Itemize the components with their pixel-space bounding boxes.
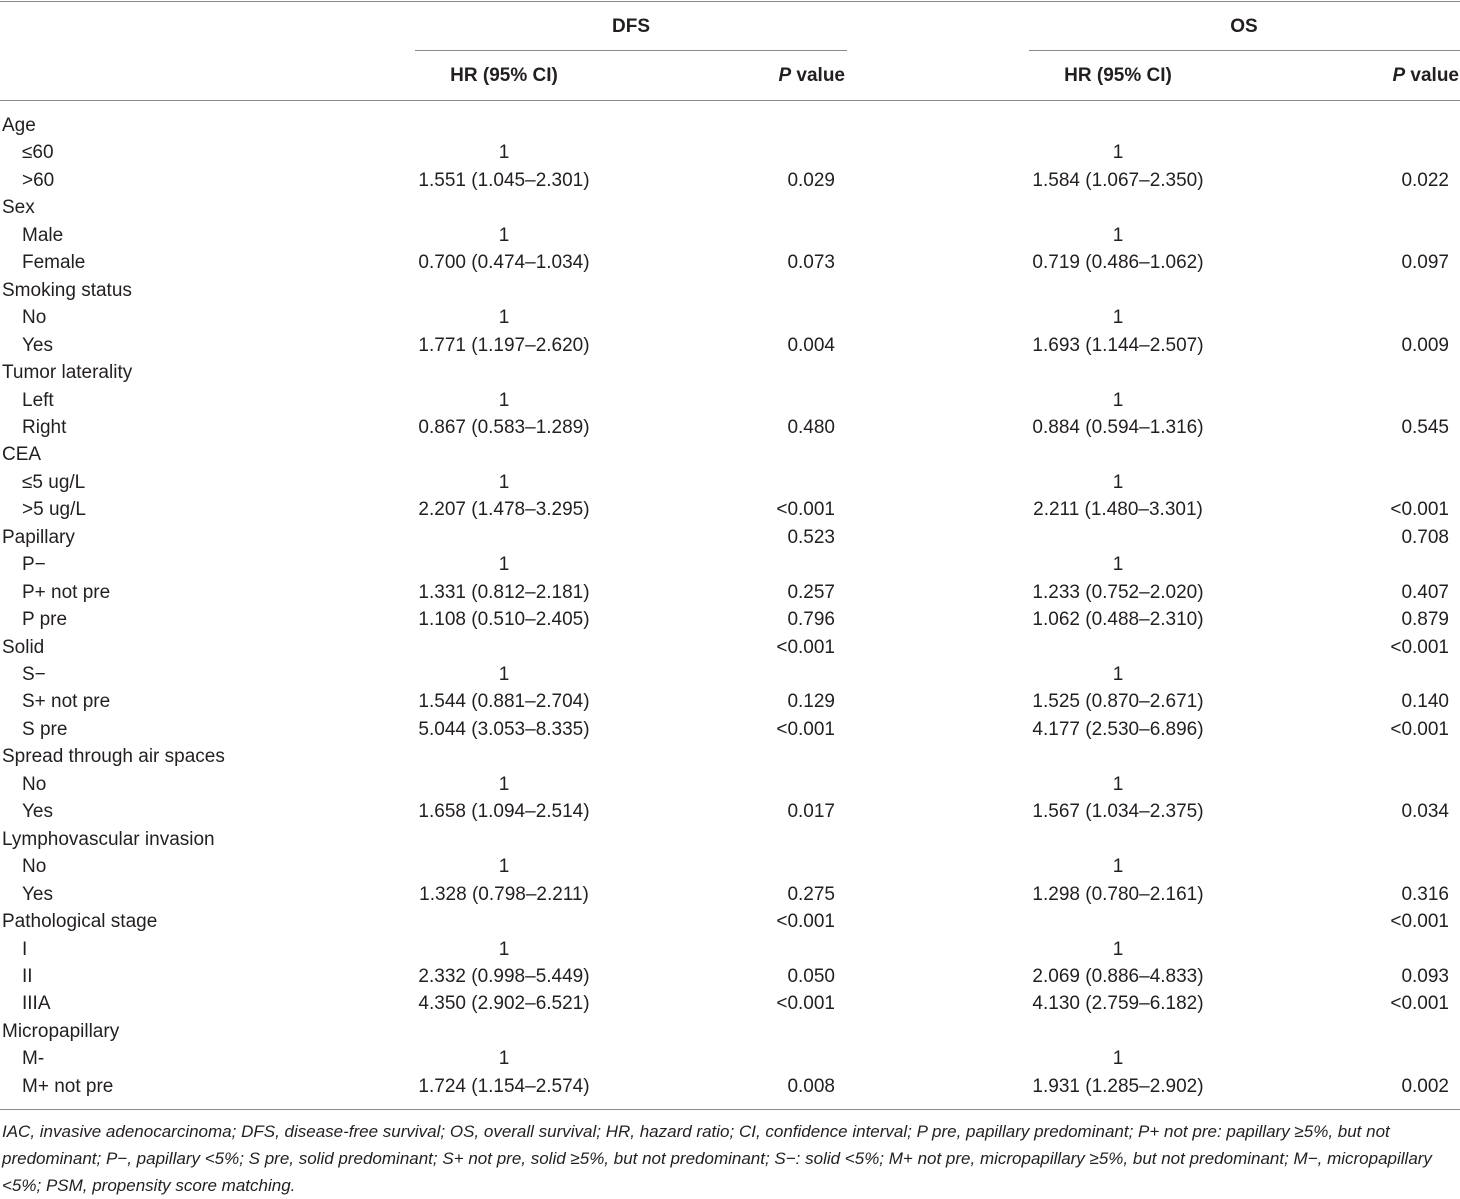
table-group-row	[0, 194, 1460, 221]
row-label: Tumor laterality	[2, 362, 133, 384]
os-hr-cell: 2.069 (0.886–4.833)	[1032, 965, 1204, 987]
row-label: S+ not pre	[22, 691, 111, 713]
dfs-p-cell: 0.257	[787, 581, 835, 603]
table-group-row	[0, 359, 1460, 386]
table-row	[0, 990, 1460, 1017]
row-label: P pre	[22, 609, 68, 631]
table-row	[0, 661, 1460, 688]
table-group-row	[0, 634, 1460, 661]
row-label: Smoking status	[2, 279, 132, 301]
row-label: P+ not pre	[22, 581, 111, 603]
row-label: I	[22, 938, 28, 960]
row-label: M+ not pre	[22, 1075, 114, 1097]
dfs-underline	[415, 50, 847, 51]
row-label: No	[22, 307, 47, 329]
os-hr-cell: 2.211 (1.480–3.301)	[1033, 499, 1203, 521]
table-row	[0, 414, 1460, 441]
os-p-cell: <0.001	[1390, 499, 1449, 521]
dfs-p-cell: 0.017	[787, 801, 835, 823]
table-group-row	[0, 1018, 1460, 1045]
row-label: Yes	[22, 801, 53, 823]
table-row	[0, 606, 1460, 633]
dfs-hr-cell: 1.328 (0.798–2.211)	[419, 883, 589, 905]
dfs-hr-cell: 1	[498, 142, 510, 164]
table-row	[0, 1045, 1460, 1072]
row-label: P−	[22, 554, 46, 576]
os-hr-cell: 0.719 (0.486–1.062)	[1032, 252, 1204, 274]
row-label: S−	[22, 664, 46, 685]
table-row	[0, 304, 1460, 331]
table-row	[0, 798, 1460, 825]
table-row	[0, 469, 1460, 496]
footnote: IAC, invasive adenocarcinoma; DFS, disease-free survival; OS, overall survival; HR, hazard ratio; CI, confidence interval; P pre, papillary predominant; P+ not pre: papillary ≥5%, but not predominant; P−, papillary <5%; S pre, solid predominant; S+ not pre, solid ≥5%, but not predominant; S−: solid <5%; M+ not pre, micropapillary ≥5%, but not predominant; M−, micropapillary <5%; PSM, propensity score matching.	[2, 1122, 1432, 1195]
table-group-row	[0, 112, 1460, 139]
table-row	[0, 249, 1460, 276]
table-group-row	[0, 908, 1460, 935]
os-hr-cell: 1	[1112, 307, 1124, 329]
row-label: Right	[22, 416, 67, 438]
os-hr-cell: 1.693 (1.144–2.507)	[1032, 334, 1204, 356]
dfs-p-cell: <0.001	[776, 993, 835, 1015]
table-group-row	[0, 277, 1460, 304]
row-label: Age	[2, 115, 36, 136]
table-row	[0, 579, 1460, 606]
dfs-hr-cell: 1	[498, 307, 510, 329]
dfs-hr-cell: 1	[498, 773, 510, 795]
os-p-cell: <0.001	[1390, 993, 1449, 1015]
os-p-cell: 0.407	[1401, 581, 1449, 603]
row-label: Male	[22, 224, 64, 246]
os-hr-cell: 1	[1112, 224, 1124, 246]
dfs-hr-cell: 0.867 (0.583–1.289)	[418, 416, 590, 438]
os-p-cell: 0.708	[1401, 526, 1449, 548]
row-label: II	[22, 965, 33, 987]
dfs-p-cell: <0.001	[776, 911, 835, 933]
os-p-cell: 0.009	[1401, 334, 1449, 356]
dfs-hr-cell: 0.700 (0.474–1.034)	[418, 252, 590, 274]
os-hr-cell: 1.298 (0.780–2.161)	[1032, 883, 1204, 905]
dfs-p-header	[778, 65, 845, 87]
dfs-p-cell: 0.029	[787, 169, 835, 191]
os-hr-cell: 1	[1112, 389, 1124, 411]
table-row	[0, 139, 1460, 166]
os-hr-cell: 1.525 (0.870–2.671)	[1032, 691, 1204, 713]
dfs-hr-cell: 1.551 (1.045–2.301)	[418, 169, 590, 191]
dfs-p-cell: 0.050	[787, 965, 835, 987]
dfs-p-cell: 0.008	[787, 1075, 835, 1097]
row-label: Spread through air spaces	[2, 746, 225, 768]
dfs-p-cell: 0.796	[787, 609, 835, 631]
os-hr-cell: 4.130 (2.759–6.182)	[1032, 993, 1204, 1015]
row-label: Pathological stage	[2, 911, 158, 933]
dfs-hr-cell: 2.207 (1.478–3.295)	[418, 499, 590, 521]
os-hr-cell: 1	[1112, 773, 1124, 795]
os-p-cell: <0.001	[1390, 636, 1449, 658]
dfs-p-cell: 0.004	[787, 334, 835, 356]
dfs-hr-header: HR (95% CI)	[450, 65, 558, 86]
table-row	[0, 881, 1460, 908]
os-header: OS	[1230, 16, 1258, 37]
os-hr-cell: 1.062 (0.488–2.310)	[1032, 609, 1204, 631]
os-p-cell: 0.097	[1401, 252, 1449, 274]
os-p-cell: 0.093	[1401, 965, 1449, 987]
row-label: M-	[22, 1048, 45, 1070]
dfs-p-cell: <0.001	[776, 636, 835, 658]
row-label: No	[22, 856, 47, 878]
dfs-hr-cell: 1	[498, 1048, 510, 1070]
os-hr-cell: 1	[1112, 142, 1124, 164]
os-p-cell: 0.034	[1401, 801, 1449, 823]
dfs-hr-cell: 2.332 (0.998–5.449)	[418, 965, 590, 987]
os-p-cell: <0.001	[1390, 718, 1449, 740]
dfs-hr-cell: 4.350 (2.902–6.521)	[418, 993, 590, 1015]
os-hr-header: HR (95% CI)	[1064, 65, 1172, 86]
os-hr-cell: 1	[1112, 664, 1124, 685]
row-label: Papillary	[2, 526, 75, 548]
row-label: >60	[22, 169, 55, 191]
dfs-hr-cell: 1	[498, 664, 510, 685]
os-p-cell: 0.140	[1401, 691, 1449, 713]
table-row	[0, 551, 1460, 578]
row-label: No	[22, 773, 47, 795]
dfs-header: DFS	[612, 16, 650, 37]
dfs-p-cell: 0.480	[787, 416, 835, 438]
dfs-hr-cell: 1.331 (0.812–2.181)	[418, 581, 590, 603]
table-group-row	[0, 826, 1460, 853]
row-label: ≤5 ug/L	[22, 471, 86, 493]
os-hr-cell: 1.584 (1.067–2.350)	[1032, 169, 1204, 191]
row-label: ≤60	[22, 142, 54, 164]
top-rule	[0, 1, 1460, 2]
os-p-cell: 0.879	[1401, 609, 1449, 631]
row-label: Solid	[2, 636, 45, 658]
os-hr-cell: 4.177 (2.530–6.896)	[1032, 718, 1204, 740]
dfs-p-cell: <0.001	[776, 499, 835, 521]
os-hr-cell: 1	[1112, 554, 1124, 576]
row-label: Lymphovascular invasion	[2, 828, 215, 850]
row-label: Yes	[22, 334, 53, 356]
row-label: CEA	[2, 444, 42, 466]
row-label: Female	[22, 252, 86, 274]
dfs-hr-cell: 1.658 (1.094–2.514)	[418, 801, 590, 823]
os-hr-cell: 1.233 (0.752–2.020)	[1032, 581, 1204, 603]
table-row	[0, 496, 1460, 523]
os-hr-cell: 1	[1112, 938, 1124, 960]
os-p-cell: <0.001	[1390, 911, 1449, 933]
p-value-text: value	[1405, 65, 1459, 86]
table-row	[0, 332, 1460, 359]
row-label: Left	[22, 389, 54, 411]
dfs-hr-cell: 1	[498, 856, 510, 878]
header-bottom-rule	[0, 100, 1460, 101]
row-label: Micropapillary	[2, 1020, 120, 1042]
os-hr-cell: 1	[1112, 856, 1124, 878]
row-label: Yes	[22, 883, 53, 905]
p-italic: P	[1392, 65, 1406, 86]
dfs-hr-cell: 1	[498, 389, 510, 411]
dfs-p-cell: 0.275	[787, 883, 835, 905]
table-group-row	[0, 441, 1460, 468]
os-hr-cell: 1	[1112, 471, 1124, 493]
row-label: >5 ug/L	[22, 499, 86, 521]
table-row	[0, 222, 1460, 249]
row-label: IIIA	[22, 993, 51, 1015]
dfs-hr-cell: 1.724 (1.154–2.574)	[418, 1075, 590, 1097]
dfs-hr-cell: 1.544 (0.881–2.704)	[418, 691, 590, 713]
dfs-hr-cell: 5.044 (3.053–8.335)	[418, 718, 590, 740]
table-row	[0, 688, 1460, 715]
table-row	[0, 936, 1460, 963]
dfs-hr-cell: 1.108 (0.510–2.405)	[418, 609, 590, 631]
os-hr-cell: 1	[1112, 1048, 1124, 1070]
table-row	[0, 853, 1460, 880]
dfs-p-cell: <0.001	[776, 718, 835, 740]
dfs-hr-cell: 1	[498, 938, 510, 960]
os-p-cell: 0.002	[1401, 1075, 1449, 1097]
bottom-rule	[0, 1109, 1460, 1110]
os-p-cell: 0.022	[1401, 169, 1449, 191]
dfs-hr-cell: 1.771 (1.197–2.620)	[418, 334, 590, 356]
table-group-row	[0, 743, 1460, 770]
os-underline	[1029, 50, 1460, 51]
os-p-cell: 0.316	[1401, 883, 1449, 905]
dfs-hr-cell: 1	[498, 554, 510, 576]
p-value-text: value	[791, 65, 845, 86]
p-italic: P	[778, 65, 792, 86]
os-hr-cell: 1.567 (1.034–2.375)	[1032, 801, 1204, 823]
dfs-hr-cell: 1	[498, 471, 510, 493]
dfs-p-cell: 0.523	[787, 526, 835, 548]
table-row	[0, 716, 1460, 743]
row-label: S pre	[22, 718, 68, 740]
table-group-row	[0, 524, 1460, 551]
table-row	[0, 771, 1460, 798]
os-p-header	[1392, 65, 1459, 87]
os-p-cell: 0.545	[1401, 416, 1449, 438]
table-row	[0, 167, 1460, 194]
row-label: Sex	[2, 197, 35, 219]
os-hr-cell: 0.884 (0.594–1.316)	[1032, 416, 1204, 438]
table-row	[0, 1073, 1460, 1100]
dfs-p-cell: 0.073	[787, 252, 835, 274]
os-hr-cell: 1.931 (1.285–2.902)	[1032, 1075, 1204, 1097]
table-row	[0, 387, 1460, 414]
dfs-hr-cell: 1	[498, 224, 510, 246]
dfs-p-cell: 0.129	[787, 691, 835, 713]
table-row	[0, 963, 1460, 990]
